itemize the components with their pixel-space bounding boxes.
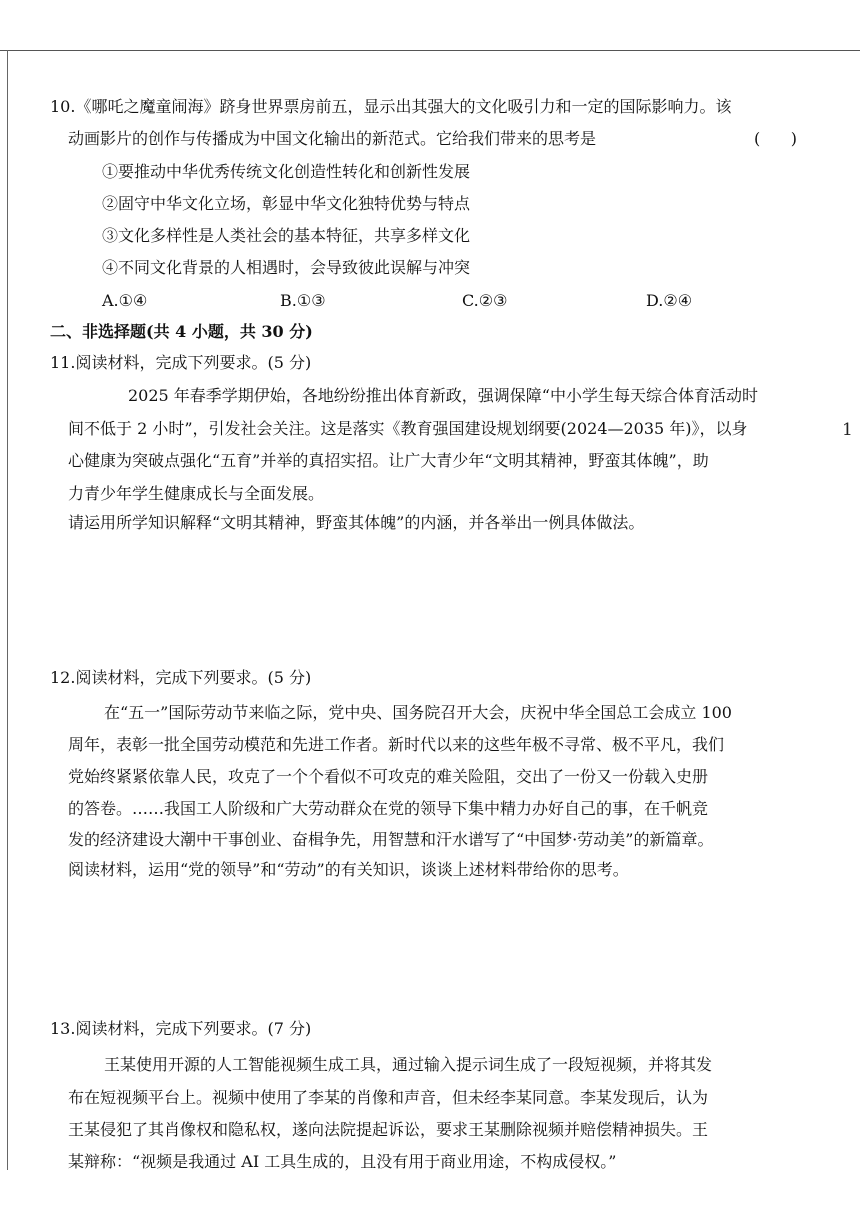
q13-title: 13.阅读材料，完成下列要求。(7 分) (50, 1019, 312, 1038)
q13-material-line-2: 布在短视频平台上。视频中使用了李某的肖像和声音，但未经李某同意。李某发现后，认为 (68, 1088, 709, 1107)
section-2-heading: 二、非选择题(共 4 小题，共 30 分) (50, 322, 313, 341)
q10-statement-2: ②固守中华文化立场，彰显中华文化独特优势与特点 (102, 194, 471, 213)
q10-statement-4: ④不同文化背景的人相遇时，会导致彼此误解与冲突 (102, 258, 471, 277)
q13-material-line-1: 王某使用开源的人工智能视频生成工具，通过输入提示词生成了一段短视频，并将其发 (104, 1055, 713, 1074)
q12-title: 12.阅读材料，完成下列要求。(5 分) (50, 668, 312, 687)
q10-option-b[interactable]: B.①③ (280, 291, 326, 310)
q11-material-line-2: 间不低于 2 小时”，引发社会关注。这是落实《教育强国建设规划纲要(2024—2035 年)》，以身 (68, 419, 748, 438)
q12-material-line-4: 的答卷。……我国工人阶级和广大劳动群众在党的领导下集中精力办好自己的事，在千帆竞 (68, 799, 709, 818)
q10-option-c[interactable]: C.②③ (462, 291, 508, 310)
q11-title: 11.阅读材料，完成下列要求。(5 分) (50, 353, 312, 372)
q12-material-line-1: 在“五一”国际劳动节来临之际，党中央、国务院召开大会，庆祝中华全国总工会成立 100 (104, 703, 732, 722)
q11-question: 请运用所学知识解释“文明其精神，野蛮其体魄”的内涵，并各举出一例具体做法。 (68, 513, 645, 532)
q11-material-line-4: 力青少年学生健康成长与全面发展。 (68, 484, 325, 503)
page-left-border (7, 50, 8, 1170)
q10-answer-blank[interactable]: ( ) (754, 129, 797, 148)
q10-option-a[interactable]: A.①④ (102, 291, 148, 310)
q11-material-line-1: 2025 年春季学期伊始，各地纷纷推出体育新政，强调保障“中小学生每天综合体育活动时 (128, 386, 758, 405)
q12-material-line-3: 党始终紧紧依靠人民，攻克了一个个看似不可攻克的难关险阻，交出了一份又一份载入史册 (68, 767, 709, 786)
page-top-border (0, 50, 860, 51)
q12-material-line-5: 发的经济建设大潮中干事创业、奋楫争先，用智慧和汗水谱写了“中国梦·劳动美”的新篇章。 (68, 830, 714, 849)
q13-material-line-4: 某辩称：“视频是我通过 AI 工具生成的，且没有用于商业用途，不构成侵权。” (68, 1152, 617, 1171)
q13-material-line-3: 王某侵犯了其肖像权和隐私权，遂向法院提起诉讼，要求王某删除视频并赔偿精神损失。王 (68, 1120, 709, 1139)
q12-material-line-2: 周年，表彰一批全国劳动模范和先进工作者。新时代以来的这些年极不寻常、极不平凡，我们 (68, 735, 725, 754)
q10-option-d[interactable]: D.②④ (646, 291, 693, 310)
q10-stem-line-1: 10.《哪吒之魔童闹海》跻身世界票房前五，显示出其强大的文化吸引力和一定的国际影响力。该 (50, 97, 732, 116)
q11-material-line-3: 心健康为突破点强化“五育”并举的真招实招。让广大青少年“文明其精神，野蛮其体魄”，助 (68, 451, 709, 470)
q10-statement-1: ①要推动中华优秀传统文化创造性转化和创新性发展 (102, 162, 471, 181)
q10-stem-line-2: 动画影片的创作与传播成为中国文化输出的新范式。它给我们带来的思考是 (68, 129, 597, 148)
q10-statement-3: ③文化多样性是人类社会的基本特征，共享多样文化 (102, 226, 471, 245)
page-number: 1 (842, 420, 853, 440)
q12-question: 阅读材料，运用“党的领导”和“劳动”的有关知识，谈谈上述材料带给你的思考。 (68, 860, 629, 879)
